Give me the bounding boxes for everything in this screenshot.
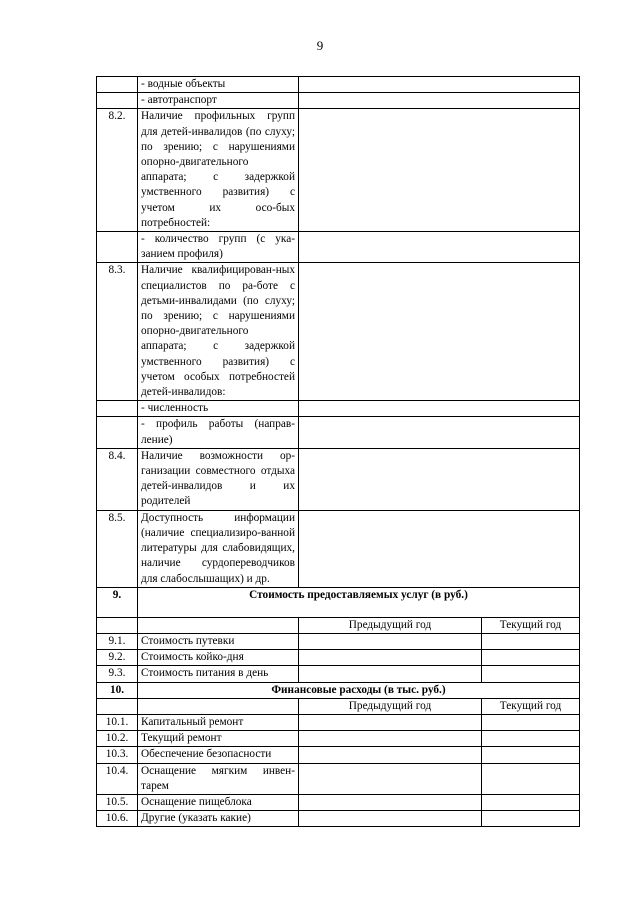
value-cell[interactable] (299, 93, 580, 109)
row-number: 8.5. (97, 510, 138, 587)
column-header-current-year: Текущий год (482, 698, 580, 714)
row-description: Стоимость койко-дня (138, 650, 299, 666)
current-year-value[interactable] (482, 666, 580, 682)
section-number: 10. (97, 682, 138, 698)
table-row (97, 633, 580, 649)
table-row (97, 401, 580, 417)
section-title: Финансовые расходы (в тыс. руб.) (138, 682, 580, 698)
row-number (97, 417, 138, 448)
value-cell[interactable] (299, 401, 580, 417)
row-number: 9.2. (97, 650, 138, 666)
previous-year-value[interactable] (299, 794, 482, 810)
row-description: Текущий ремонт (138, 731, 299, 747)
row-number: 10.3. (97, 747, 138, 763)
table-row (97, 650, 580, 666)
empty-cell (97, 698, 138, 714)
section-header-row (97, 587, 580, 617)
row-description: Другие (указать какие) (138, 811, 299, 827)
previous-year-value[interactable] (299, 763, 482, 794)
row-number: 9.1. (97, 633, 138, 649)
section-number: 9. (97, 587, 138, 617)
row-description: - количество групп (с ука-занием профиля) (138, 232, 299, 263)
table-row (97, 666, 580, 682)
column-header-row (97, 617, 580, 633)
row-description: - водные объекты (138, 77, 299, 93)
value-cell[interactable] (299, 448, 580, 510)
table-row (97, 811, 580, 827)
row-description: Обеспечение безопасности (138, 747, 299, 763)
column-header-previous-year: Предыдущий год (299, 698, 482, 714)
table-row (97, 109, 580, 232)
previous-year-value[interactable] (299, 747, 482, 763)
row-description: Капитальный ремонт (138, 714, 299, 730)
value-cell[interactable] (299, 510, 580, 587)
table-row (97, 93, 580, 109)
row-number: 10.2. (97, 731, 138, 747)
empty-cell (138, 617, 299, 633)
value-cell[interactable] (299, 263, 580, 401)
table-row (97, 794, 580, 810)
value-cell[interactable] (299, 232, 580, 263)
row-number: 10.6. (97, 811, 138, 827)
row-description: Оснащение мягким инвен-тарем (138, 763, 299, 794)
row-number (97, 232, 138, 263)
table-row (97, 263, 580, 401)
row-number (97, 401, 138, 417)
row-number: 8.4. (97, 448, 138, 510)
table-row (97, 77, 580, 93)
table-row (97, 747, 580, 763)
previous-year-value[interactable] (299, 714, 482, 730)
value-cell[interactable] (299, 77, 580, 93)
table-row (97, 763, 580, 794)
table-row (97, 714, 580, 730)
previous-year-value[interactable] (299, 811, 482, 827)
row-description: Доступность информации (наличие специализиро-ванной литературы для слабовидящих, наличие сурдопереводчиков для слабослышащих) и др. (138, 510, 299, 587)
current-year-value[interactable] (482, 811, 580, 827)
column-header-row (97, 698, 580, 714)
table-row (97, 510, 580, 587)
previous-year-value[interactable] (299, 633, 482, 649)
row-description: Наличие квалифицирован-ных специалистов по ра-боте с детьми-инвалидами (по слуху; по зрению; с нарушениями опорно-двигательного аппарата; с задержкой умственного развития) с учетом особых потребностей детей-инвалидов: (138, 263, 299, 401)
row-number: 9.3. (97, 666, 138, 682)
row-description: - автотранспорт (138, 93, 299, 109)
current-year-value[interactable] (482, 763, 580, 794)
section-title: Стоимость предоставляемых услуг (в руб.) (138, 587, 580, 617)
row-number (97, 93, 138, 109)
value-cell[interactable] (299, 417, 580, 448)
row-description: Стоимость питания в день (138, 666, 299, 682)
page-number: 9 (316, 38, 324, 53)
current-year-value[interactable] (482, 714, 580, 730)
table-row (97, 232, 580, 263)
previous-year-value[interactable] (299, 666, 482, 682)
row-description: Наличие профильных групп для детей-инвалидов (по слуху; по зрению; с нарушениями опорно-двигательного аппарата; с задержкой умственного развития) с учетом их осо-бых потребностей: (138, 109, 299, 232)
row-number (97, 77, 138, 93)
table-row (97, 448, 580, 510)
row-number: 8.2. (97, 109, 138, 232)
row-number: 8.3. (97, 263, 138, 401)
questionnaire-table (96, 76, 580, 827)
empty-cell (97, 617, 138, 633)
row-number: 10.5. (97, 794, 138, 810)
column-header-current-year: Текущий год (482, 617, 580, 633)
current-year-value[interactable] (482, 633, 580, 649)
current-year-value[interactable] (482, 747, 580, 763)
current-year-value[interactable] (482, 731, 580, 747)
current-year-value[interactable] (482, 794, 580, 810)
value-cell[interactable] (299, 109, 580, 232)
row-description: Наличие возможности ор-ганизации совместного отдыха детей-инвалидов и их родителей (138, 448, 299, 510)
table-row (97, 731, 580, 747)
empty-cell (138, 698, 299, 714)
row-description: - профиль работы (направ-ление) (138, 417, 299, 448)
previous-year-value[interactable] (299, 731, 482, 747)
column-header-previous-year: Предыдущий год (299, 617, 482, 633)
row-number: 10.1. (97, 714, 138, 730)
table-row (97, 417, 580, 448)
row-description: Стоимость путевки (138, 633, 299, 649)
previous-year-value[interactable] (299, 650, 482, 666)
row-description: - численность (138, 401, 299, 417)
current-year-value[interactable] (482, 650, 580, 666)
row-number: 10.4. (97, 763, 138, 794)
section-header-row (97, 682, 580, 698)
row-description: Оснащение пищеблока (138, 794, 299, 810)
